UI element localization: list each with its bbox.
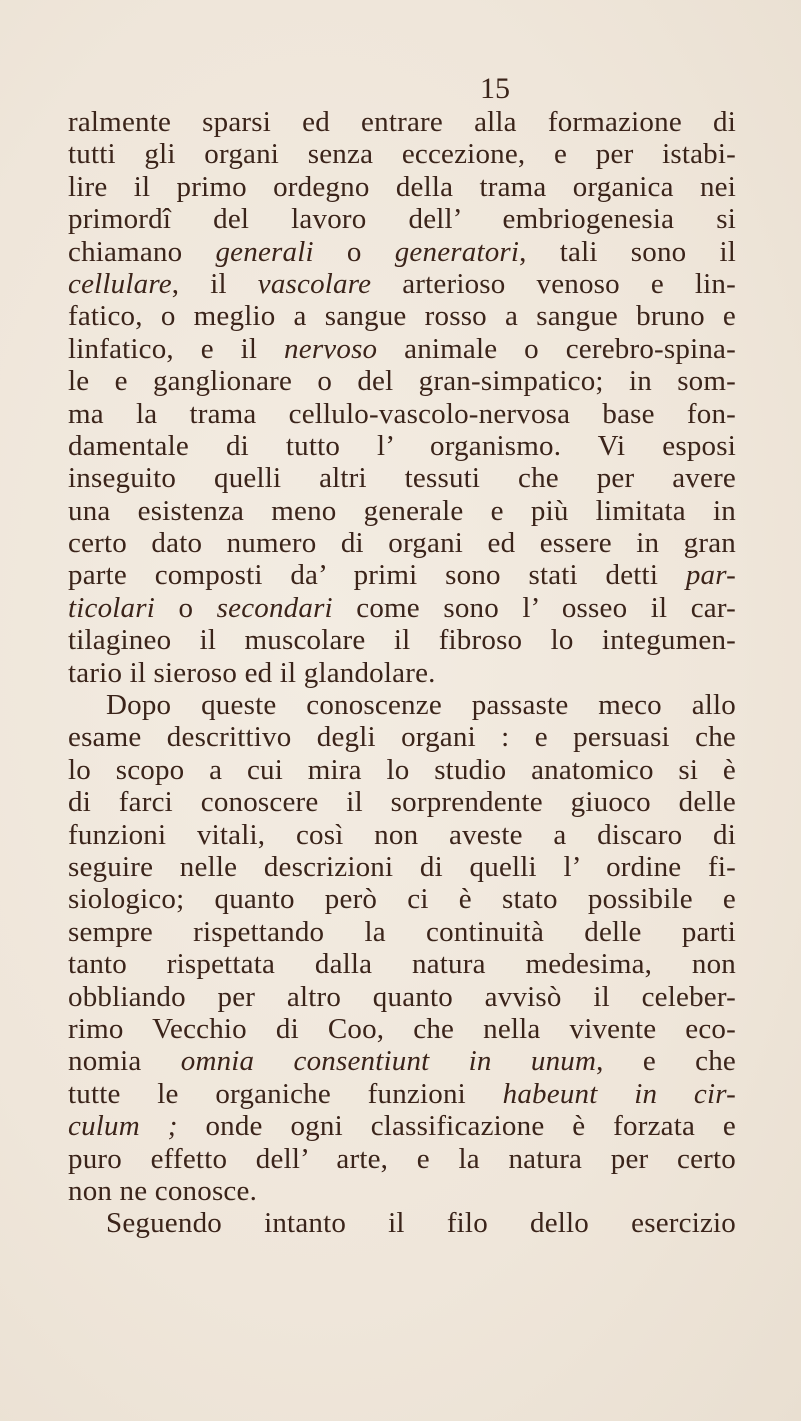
text-segment: Dopo queste conoscenze passaste meco allo — [106, 689, 736, 722]
page-number: 15 — [480, 72, 510, 105]
text-line — [68, 527, 736, 559]
text-line — [68, 851, 736, 883]
text-segment: rimo Vecchio di Coo, che nella vivente eco- — [68, 1012, 736, 1045]
text-line — [68, 981, 736, 1013]
text-segment: certo dato numero di organi ed essere in gran — [68, 527, 736, 560]
text-line — [68, 365, 736, 397]
text-line — [68, 300, 736, 332]
text-segment: primordî del lavoro dell’ embriogenesia si — [68, 203, 736, 236]
italic-text: habeunt in cir- — [502, 1077, 736, 1110]
text-segment: non ne conosce. — [68, 1174, 258, 1207]
text-segment: chiamano — [68, 235, 216, 268]
text-segment: le e ganglionare o del gran-simpatico; in som- — [68, 365, 736, 398]
text-line — [68, 1175, 736, 1207]
text-line — [68, 462, 736, 494]
text-segment: sempre rispettando la continuità delle parti — [68, 915, 736, 948]
text-segment: inseguito quelli altri tessuti che per avere — [68, 462, 736, 495]
text-segment: , e che — [596, 1045, 737, 1078]
text-segment: o — [313, 235, 395, 268]
text-line — [68, 1045, 736, 1077]
text-line — [68, 819, 736, 851]
italic-text: generali — [215, 235, 314, 268]
text-line — [68, 948, 736, 980]
text-segment: tutti gli organi senza eccezione, e per istabi- — [68, 138, 736, 171]
text-line — [68, 1110, 736, 1142]
italic-text: ticolari — [68, 591, 155, 624]
text-line — [68, 916, 736, 948]
text-line — [68, 624, 736, 656]
text-segment: nomia — [68, 1045, 181, 1078]
text-segment: , il — [171, 267, 258, 300]
text-segment: fatico, o meglio a sangue rosso a sangue bruno e — [68, 300, 736, 333]
body-text — [68, 106, 736, 1240]
italic-text: vascolare — [257, 267, 372, 300]
text-segment: siologico; quanto però ci è stato possibile e — [68, 883, 736, 916]
text-segment: puro effetto dell’ arte, e la natura per certo — [68, 1142, 736, 1175]
text-segment: tutte le organiche funzioni — [68, 1077, 503, 1110]
text-segment: obbliando per altro quanto avvisò il celeber- — [68, 980, 736, 1013]
text-segment: tario il sieroso ed il glandolare. — [68, 656, 436, 689]
text-line — [68, 883, 736, 915]
text-segment: una esistenza meno generale e più limitata in — [68, 494, 736, 527]
text-segment: , tali sono il — [519, 235, 737, 268]
text-line — [68, 398, 736, 430]
text-line — [68, 106, 736, 138]
text-line — [68, 333, 736, 365]
text-segment: ma la trama cellulo-vascolo-nervosa base fon- — [68, 397, 736, 430]
text-segment: di farci conoscere il sorprendente giuoco delle — [68, 786, 736, 819]
text-segment: onde ogni classificazione è forzata e — [177, 1110, 736, 1143]
text-segment: tilagineo il muscolare il fibroso lo integumen- — [68, 624, 736, 657]
text-segment: arterioso venoso e lin- — [371, 267, 736, 300]
italic-text: secondari — [216, 591, 333, 624]
text-line — [68, 657, 736, 689]
text-line — [68, 495, 736, 527]
text-segment: lire il primo ordegno della trama organica nei — [68, 170, 736, 203]
italic-text: par- — [685, 559, 736, 592]
text-line — [68, 786, 736, 818]
italic-text: nervoso — [284, 332, 378, 365]
text-segment: tanto rispettata dalla natura medesima, non — [68, 948, 736, 981]
text-segment: seguire nelle descrizioni di quelli l’ ordine fi- — [68, 850, 736, 883]
italic-text: generatori — [394, 235, 520, 268]
text-line — [68, 1143, 736, 1175]
text-segment: o — [155, 591, 217, 624]
text-line — [68, 430, 736, 462]
text-line — [68, 1207, 736, 1239]
text-line — [68, 559, 736, 591]
text-line — [68, 592, 736, 624]
text-line — [68, 1078, 736, 1110]
text-segment: funzioni vitali, così non aveste a discaro di — [68, 818, 736, 851]
text-line — [68, 754, 736, 786]
text-segment: Seguendo intanto il filo dello esercizio — [106, 1207, 736, 1240]
text-line — [68, 203, 736, 235]
text-line — [68, 268, 736, 300]
text-segment: damentale di tutto l’ organismo. Vi esposi — [68, 429, 736, 462]
text-line — [68, 236, 736, 268]
text-segment: ralmente sparsi ed entrare alla formazione di — [68, 106, 736, 138]
text-segment: animale o cerebro-spina- — [377, 332, 736, 365]
text-line — [68, 689, 736, 721]
text-line — [68, 721, 736, 753]
italic-text: cellulare — [68, 267, 172, 300]
text-segment: come sono l’ osseo il car- — [332, 591, 736, 624]
text-segment: parte composti da’ primi sono stati detti — [68, 559, 686, 592]
text-line — [68, 138, 736, 170]
text-segment: linfatico, e il — [68, 332, 285, 365]
text-segment: lo scopo a cui mira lo studio anatomico si è — [68, 753, 736, 786]
text-line — [68, 1013, 736, 1045]
italic-text: culum ; — [68, 1110, 178, 1143]
text-line — [68, 171, 736, 203]
italic-text: omnia consentiunt in unum — [180, 1045, 597, 1078]
text-segment: esame descrittivo degli organi : e persuasi che — [68, 721, 736, 754]
